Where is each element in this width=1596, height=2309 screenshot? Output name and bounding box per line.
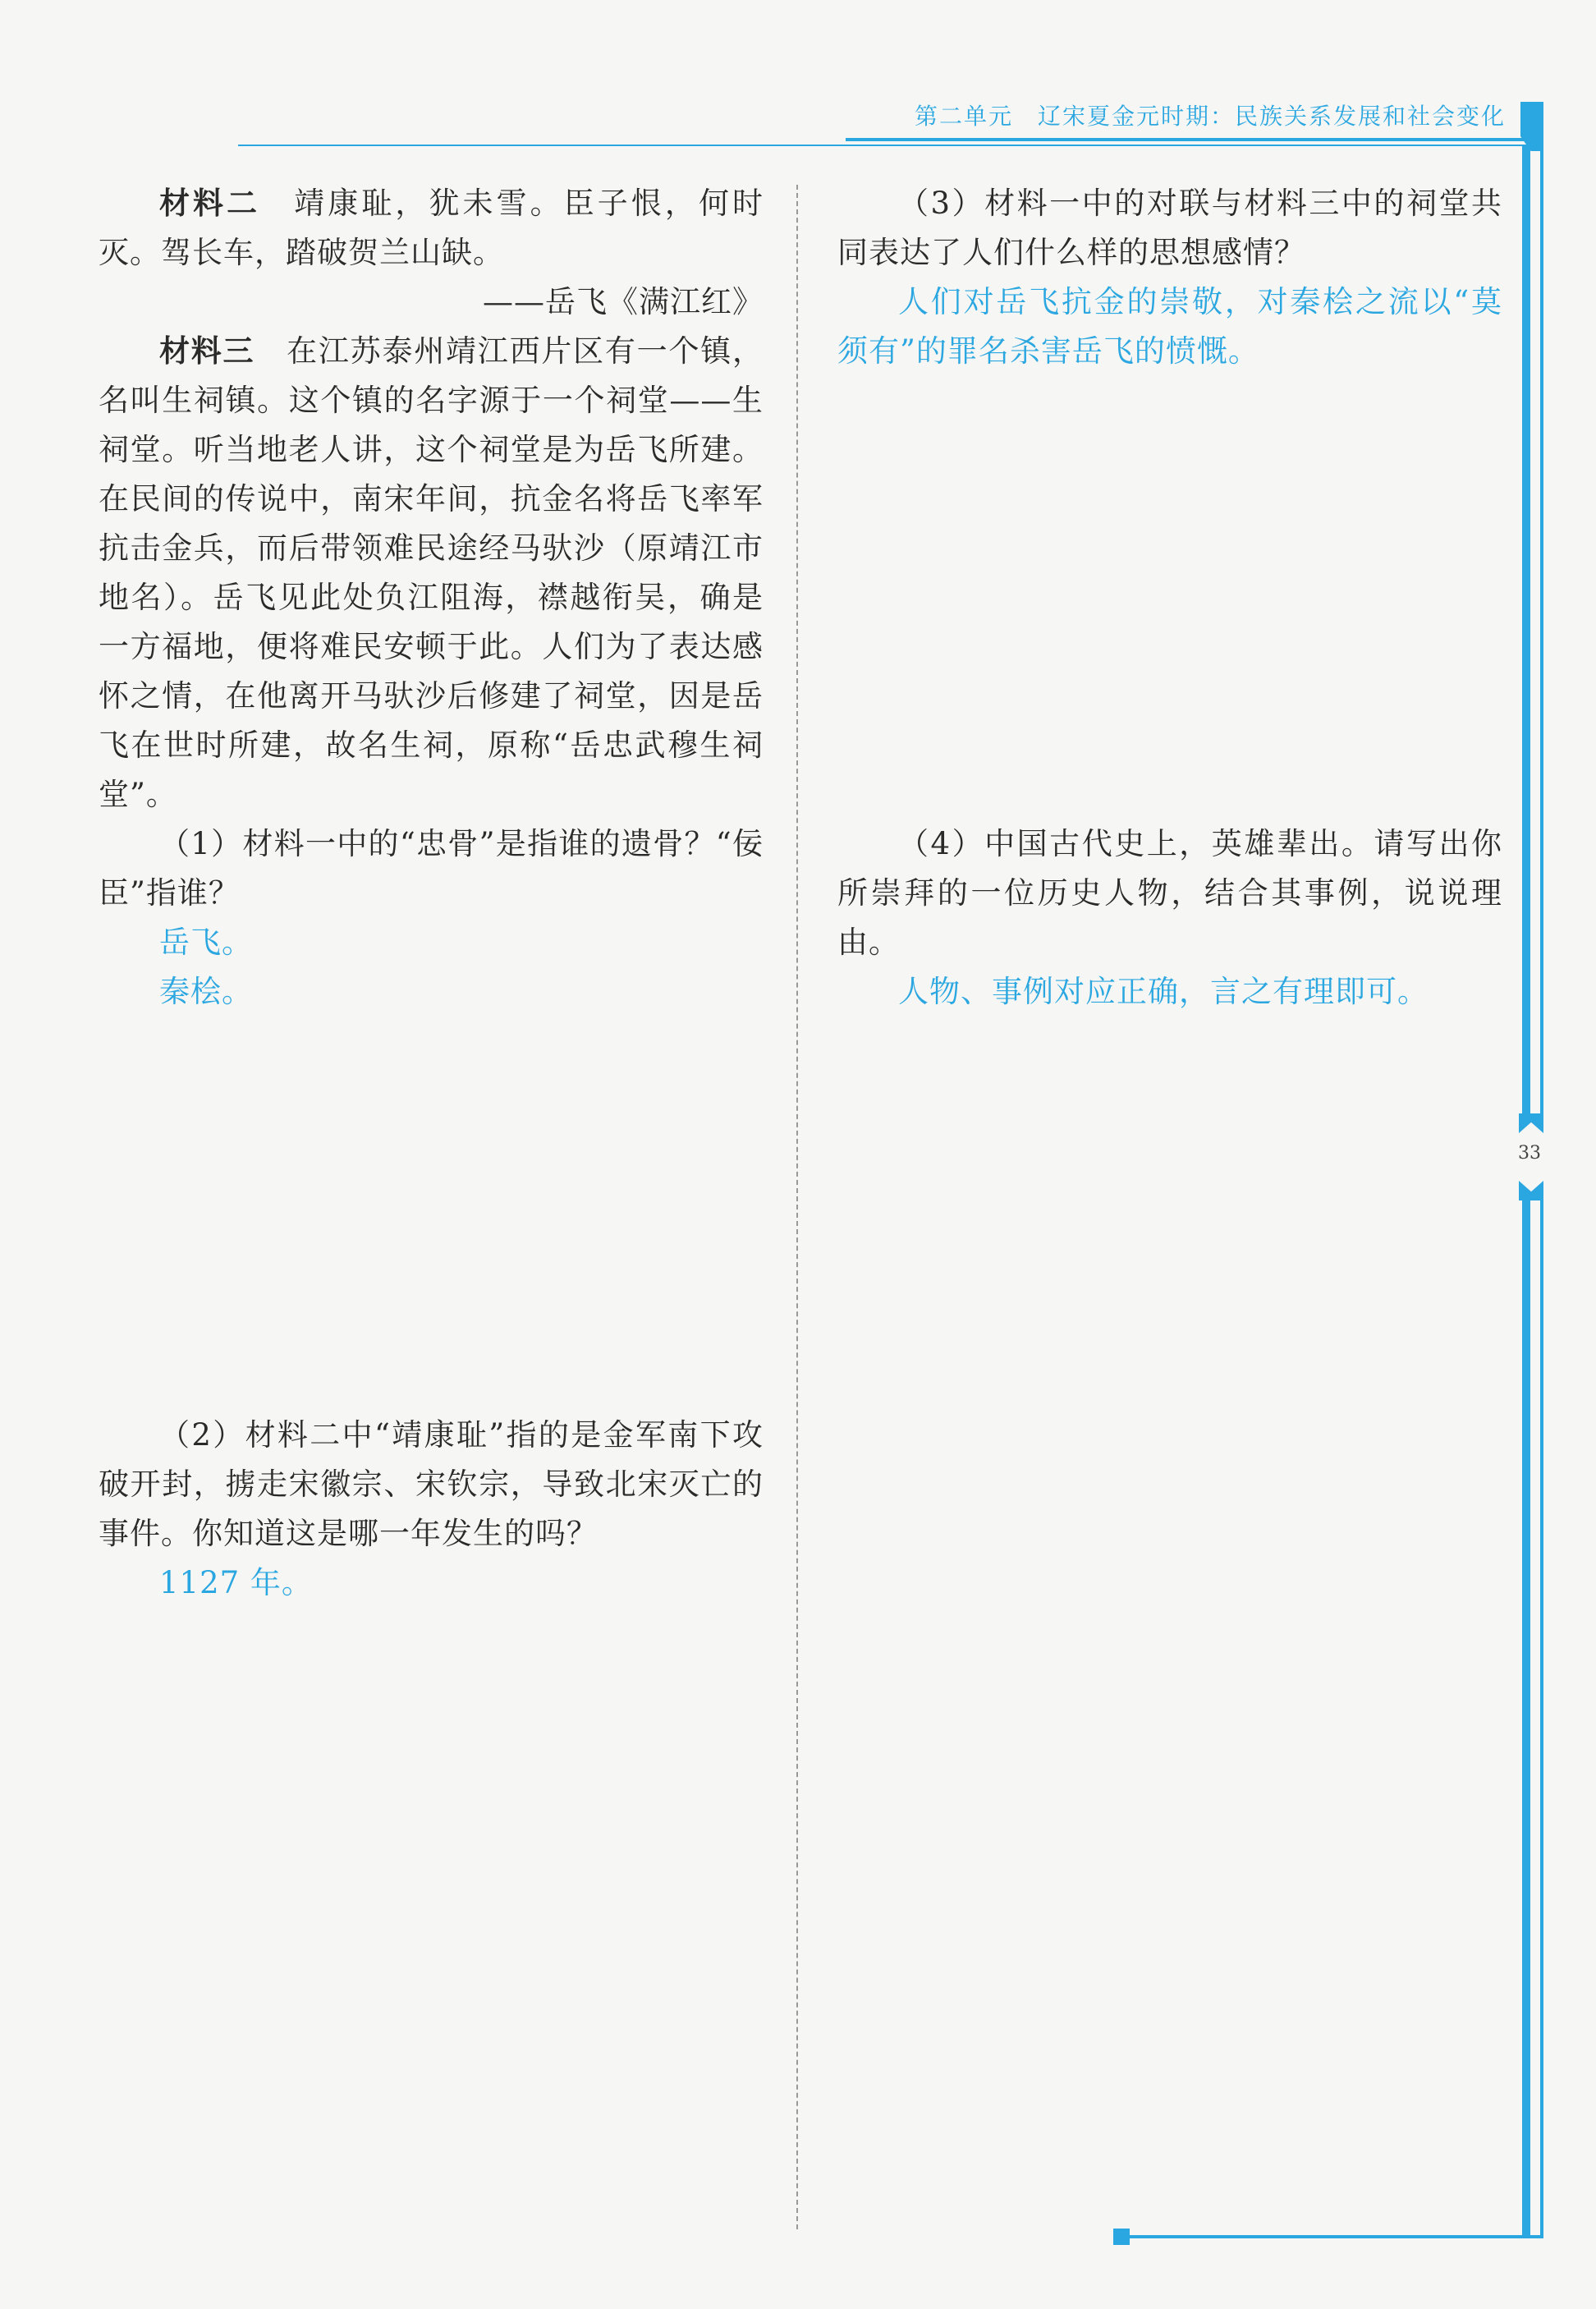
column-divider (796, 185, 798, 2229)
page-number: 33 (1518, 1143, 1541, 1164)
margin-bar-lower (1522, 1191, 1530, 2235)
material-three-text: 在江苏泰州靖江西片区有一个镇，名叫生祠镇。这个镇的名字源于一个祠堂——生祠堂。听当地老人讲，这个祠堂是为岳飞所建。在民间的传说中，南宋年间，抗金名将岳飞率军抗击金兵，而后带领难民途经马驮沙（原靖江市地名）。岳飞见此处负江阻海，襟越衔吴，确是一方福地，便将难民安顿于此。人们为了表达感怀之情，在他离开马驮沙后修建了祠堂，因是岳飞在世时所建，故名生祠，原称“岳忠武穆生祠堂”。 (99, 333, 764, 812)
answer-4: 人物、事例对应正确，言之有理即可。 (898, 974, 1429, 1009)
material-three (99, 327, 764, 819)
answer-1-part-2: 秦桧。 (159, 974, 253, 1009)
material-two-source: ——岳飞《满江红》 (483, 284, 764, 319)
material-two-label: 材料二 (159, 186, 261, 221)
question-4: （4）中国古代史上，英雄辈出。请写出你所崇拜的一位历史人物，结合其事例，说说理由。 (837, 826, 1502, 960)
margin-bar-outer-lower (1540, 1191, 1543, 2235)
header-rule (846, 138, 1530, 141)
material-two-text: 靖康耻，犹未雪。臣子恨，何时灭。驾长车，踏破贺兰山缺。 (99, 186, 764, 270)
material-three-label: 材料三 (159, 333, 255, 369)
page-number-notch-top (1519, 1113, 1543, 1133)
footer-square-marker (1113, 2229, 1130, 2245)
margin-bar-outer (1540, 145, 1543, 1113)
header-rule-thin (238, 145, 1530, 146)
question-2: （2）材料二中“靖康耻”指的是金军南下攻破开封，掳走宋徽宗、宋钦宗，导致北宋灭亡的事件。你知道这是哪一年发生的吗？ (99, 1417, 764, 1551)
footer-rule (1117, 2235, 1543, 2238)
answer-3: 人们对岳飞抗金的崇敬，对秦桧之流以“莫须有”的罪名杀害岳飞的愤慨。 (837, 284, 1502, 369)
right-column (837, 179, 1502, 1017)
material-two (99, 179, 764, 278)
question-3: （3）材料一中的对联与材料三中的祠堂共同表达了人们什么样的思想感情？ (837, 186, 1502, 270)
unit-header-title: 第二单元 辽宋夏金元时期：民族关系发展和社会变化 (914, 103, 1506, 130)
margin-bar (1522, 145, 1530, 1113)
left-column (99, 179, 764, 1608)
answer-1-part-1: 岳飞。 (159, 925, 253, 960)
question-1: （1）材料一中的“忠骨”是指谁的遗骨？“佞臣”指谁？ (99, 826, 764, 911)
answer-2: 1127 年。 (159, 1565, 313, 1600)
header-tab-marker (1520, 102, 1543, 151)
answer-space (99, 1017, 764, 1411)
answer-space-right (837, 376, 1502, 819)
